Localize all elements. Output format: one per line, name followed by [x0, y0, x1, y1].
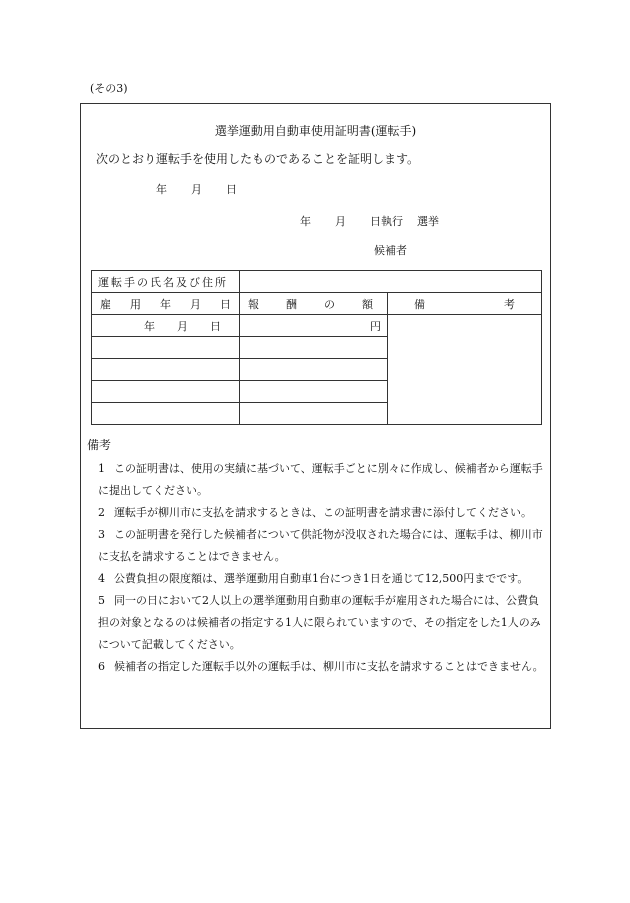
notes-heading: 備考	[87, 438, 112, 452]
compensation-cell	[240, 359, 388, 381]
certification-statement: 次のとおり運転手を使用したものであることを証明します。	[96, 152, 420, 166]
compensation-header: 報 酬 の 額	[240, 293, 388, 315]
note-item: 4 公費負担の限度額は、選挙運動用自動車1台につき1日を通じて12,500円までです。	[98, 572, 529, 585]
election-month-label: 月	[335, 215, 346, 228]
name-address-value	[240, 271, 542, 293]
note-item: 5 同一の日において2人以上の選挙運動用自動車の運転手が雇用された場合には、公費負担の対象となるのは候補者の指定する1人に限られていますので、その指定をした1人のみについて記載してください。	[98, 594, 541, 651]
table-row	[92, 315, 542, 337]
employment-date-cell: 年 月 日	[92, 315, 240, 337]
employment-date-cell	[92, 381, 240, 403]
remarks-header: 備 考	[388, 293, 542, 315]
compensation-cell	[240, 337, 388, 359]
note-item: 1 この証明書は、使用の実績に基づいて、運転手ごとに別々に作成し、候補者から運転手に提出してください。	[98, 462, 543, 497]
election-held-day-label: 日執行	[370, 215, 403, 228]
certificate-frame	[80, 103, 551, 729]
issue-date-year-label: 年	[156, 183, 167, 196]
employment-date-header: 雇 用 年 月 日	[92, 293, 240, 315]
issue-date-month-label: 月	[191, 183, 202, 196]
header-row	[92, 293, 542, 315]
compensation-cell: 円	[240, 315, 388, 337]
note-item: 6 候補者の指定した運転手以外の運転手は、柳川市に支払を請求することはできません。	[98, 660, 544, 673]
employment-date-cell	[92, 359, 240, 381]
note-item: 3 この証明書を発行した候補者について供託物が没収された場合には、運転手は、柳川市に支払を請求することはできません。	[98, 528, 543, 563]
election-year-label: 年	[300, 215, 311, 228]
employment-date-cell	[92, 337, 240, 359]
compensation-cell	[240, 381, 388, 403]
note-item: 2 運転手が柳川市に支払を請求するときは、この証明書を請求書に添付してください。	[98, 506, 532, 519]
candidate-label: 候補者	[374, 244, 407, 257]
name-address-label: 運転手の氏名及び住所	[92, 271, 240, 293]
remarks-cell	[388, 315, 542, 425]
name-address-row	[92, 271, 542, 293]
certificate-title: 選挙運動用自動車使用証明書(運転手)	[214, 124, 417, 138]
issue-date-day-label: 日	[226, 183, 237, 196]
driver-table	[91, 270, 542, 425]
compensation-cell	[240, 403, 388, 425]
employment-date-cell	[92, 403, 240, 425]
election-label: 選挙	[417, 215, 439, 228]
page-label: (その3)	[90, 82, 128, 95]
